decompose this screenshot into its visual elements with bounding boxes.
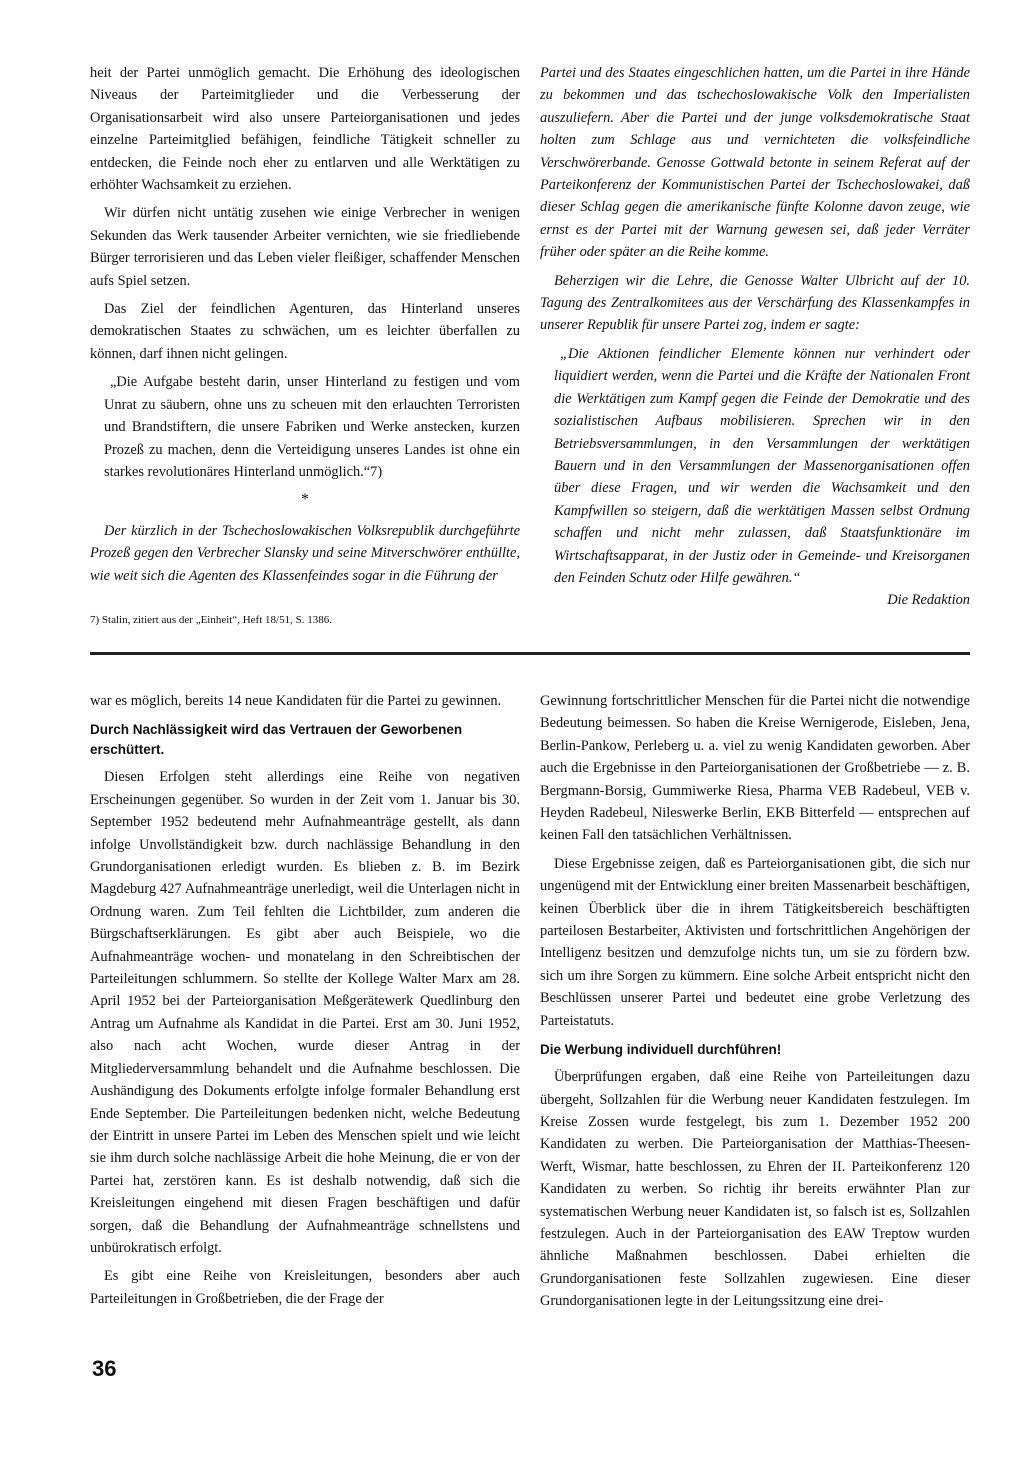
paragraph: Gewinnung fortschrittlicher Menschen für die Partei nicht die notwendige Bedeutung beimessen. So haben die Kreise Wernigerode, Eisleben, Jena, Berlin-Pankow, Perleberg u. a. viel zu wenig Kandidaten geworben. Aber auch die Ergebnisse in den Parteiorganisationen der Großbetriebe — z. B. Bergmann-Borsig, Gummiwerke Riesa, Pharma VEB Radebeul, VEB v. Heyden Radebeul, Nileswerke Berlin, EKB Bitterfeld — entsprechen auf keinen Fall den tatsächlichen Verhältnissen. — [540, 693, 970, 844]
paragraph: Diese Ergebnisse zeigen, daß es Parteiorganisationen gibt, die sich nur ungenügend mit der Entwicklung einer breiten Massenarbeit beschäftigen, keinen Überblick über die in ihrem Tätigkeitsbereich beschäftigten parteilosen Bestarbeiter, Aktivisten und fortschrittlichen Angehörigen der Intelligenz besitzen und demzufolge nichts tun, um sie zu fördern bzw. sich um ihre Sorgen zu kümmern. Eine solche Arbeit entspricht nicht den Beschlüssen unserer Partei und bedeutet eine grobe Verletzung des Parteistatuts. — [540, 855, 970, 1029]
editorial-signature: Die Redaktion — [887, 592, 970, 609]
paragraph: Wir dürfen nicht untätig zusehen wie einige Verbrecher in wenigen Sekunden das Werk tausender Arbeiter vernichten, wie sie friedliebende Bürger terrorisieren und das Leben vieler fleißiger, schaffender Menschen aufs Spiel setzen. — [90, 205, 520, 289]
paragraph-italic: Der kürzlich in der Tschechoslowakischen Volksrepublik durchgeführte Prozeß gegen den Verbrecher Slansky und seine Mitverschwörer enthüllte, wie weit sich die Agenten des Klassenfeindes sogar in die Führung der — [90, 522, 520, 584]
paragraph: Es gibt eine Reihe von Kreisleitungen, besonders aber auch Parteileitungen in Großbetrieben, die der Frage der — [90, 1268, 520, 1307]
section-asterisk: * — [301, 491, 309, 509]
ulbricht-quote: „Die Aktionen feindlicher Elemente können nur verhindert oder liquidiert werden, wenn die Partei und die Kräfte der Nationalen Front die Werktätigen zum Kampf gegen die Feinde der Demokratie und des sozialistischen Aufbaus mobilisieren. Sprechen wir in den Betriebsversammlungen, in den Versammlungen der werktätigen Bauern und in den Versammlungen der Massenorganisationen offen über diese Fragen, und wir werden die Wachsamkeit und den Kampfwillen so steigern, daß die werktätigen Massen selbst Ordnung schaffen und nicht mehr zulassen, daß Staatsfunktionäre im Wirtschaftsapparat, in der Justiz oder in Gemeinde- und Kreisorganen den Feinden Schutz oder Hilfe gewähren.“ — [554, 345, 970, 586]
bottom-left-column — [90, 690, 520, 1316]
top-left-column — [90, 62, 520, 593]
paragraph: war es möglich, bereits 14 neue Kandidaten für die Partei zu gewinnen. — [90, 693, 502, 709]
section-heading: Die Werbung individuell durchführen! — [540, 1042, 782, 1058]
paragraph-italic: Partei und des Staates eingeschlichen hatten, um die Partei in ihre Hände zu bekommen und das tschechoslowakische Volk den Imperialisten auszuliefern. Aber die Partei und der junge volksdemokratische Staat holten zum Schlage aus und vernichteten die volksfeindliche Verschwörerbande. Genosse Gottwald betonte in seinem Referat auf der Parteikonferenz der Kommunistischen Partei der Tschechoslowakei, daß dieser Schlag gegen die amerikanische fünfte Kolonne davon zeuge, wie ernst es der Partei mit der Warnung gewesen sei, daß jeder Verräter früher oder später an die Reihe komme. — [540, 65, 970, 261]
paragraph-italic: Beherzigen wir die Lehre, die Genosse Walter Ulbricht auf der 10. Tagung des Zentralkomitees aus der Verschärfung des Klassenkampfes in unserer Republik für unsere Partei zog, indem er sagte: — [540, 272, 970, 334]
bottom-right-column — [540, 690, 970, 1319]
footnote: 7) Stalin, zitiert aus der „Einheit“, Heft 18/51, S. 1386. — [90, 614, 332, 626]
paragraph: Das Ziel der feindlichen Agenturen, das Hinterland unseres demokratischen Staates zu schwächen, um es leichter überfallen zu können, darf ihnen nicht gelingen. — [90, 301, 520, 362]
section-divider — [90, 652, 970, 655]
paragraph: Diesen Erfolgen steht allerdings eine Reihe von negativen Erscheinungen gegenüber. So wurden in der Zeit vom 1. Januar bis 30. September 1952 bedeutend mehr Aufnahmeanträge gestellt, als dann infolge Unvollständigkeit bzw. durch nachlässige Behandlung in den Grundorganisationen erledigt wurden. Es blieben z. B. im Bezirk Magdeburg 427 Aufnahmeanträge unerledigt, weil die Unterlagen nicht in Ordnung waren. Zum Teil fehlten die Lichtbilder, zum anderen die Bürgschaftserklärungen. Es gibt aber auch Beispiele, wo die Aufnahmeanträge wochen- und monatelang in den Schreibtischen der Parteileitungen schlummern. So stellte der Kollege Walter Marx am 28. April 1952 bei der Parteiorganisation Meßgerätewerk Quedlinburg den Antrag um Aufnahme als Kandidat in die Partei. Erst am 30. Juni 1952, also nach acht Wochen, wurde dieser Antrag in der Mitgliederversammlung behandelt und die Aufnahme beschlossen. Die Aushändigung des Dokuments erfolgte infolge formaler Behandlung erst Ende September. Die Parteileitungen bedenken nicht, welche Bedeutung der Eintritt in unsere Partei im Leben des Menschen spielt und wie leicht sie ihm durch solche nachlässige Arbeit die hohe Meinung, die er von der Partei hat, zerstören kann. Es ist deshalb notwendig, daß sich die Kreisleitungen eingehend mit diesen Fragen beschäftigen und dafür sorgen, daß die Behandlung der Aufnahmeanträge schnellstens und unbürokratisch erfolgt. — [90, 769, 520, 1256]
paragraph: Überprüfungen ergaben, daß eine Reihe von Parteileitungen dazu übergeht, Sollzahlen für die Werbung neuer Kandidaten festzulegen. Im Kreise Zossen wurde festgelegt, bis zum 1. Dezember 1952 200 Kandidaten zu werben. Die Parteiorganisation der Matthias-Theesen-Werft, Wismar, hatte beschlossen, zu Ehren der II. Parteikonferenz 120 Kandidaten zu werben. So richtig ihr bereits erwähnter Plan zur systematischen Werbung neuer Kandidaten ist, so falsch ist es, Sollzahlen festzulegen. Auch in der Parteiorganisation des EAW Treptow wurden ähnliche Maßnahmen beschlossen. Dabei erhielten die Grundorganisationen feste Sollzahlen zugewiesen. Eine dieser Grundorganisationen legte in der Leitungssitzung eine drei- — [540, 1069, 970, 1310]
stalin-quote: „Die Aufgabe besteht darin, unser Hinterland zu festigen und vom Unrat zu säubern, ohne uns zu scheuen mit den erlauchten Terroristen und Brandstiftern, die unsere Fabriken und Werke anstecken, kurzen Prozeß zu machen, denn die Verteidigung unseres Landes ist ohne ein starkes revolutionäres Hinterland unmöglich.“7) — [104, 374, 520, 480]
section-heading: Durch Nachlässigkeit wird das Vertrauen der Geworbenen erschüttert. — [90, 722, 463, 758]
top-right-column — [540, 62, 970, 612]
paragraph: heit der Partei unmöglich gemacht. Die Erhöhung des ideologischen Niveaus der Parteimitglieder und die Verbesserung der Organisationsarbeit wird also unsere Parteiorganisationen und jedes einzelne Parteimitglied befähigen, feindliche Tätigkeit schneller zu entdecken, die Feinde noch eher zu entlarven und alle Werktätigen zu erhöhter Wachsamkeit zu erziehen. — [90, 65, 520, 194]
page-number: 36 — [92, 1356, 117, 1381]
